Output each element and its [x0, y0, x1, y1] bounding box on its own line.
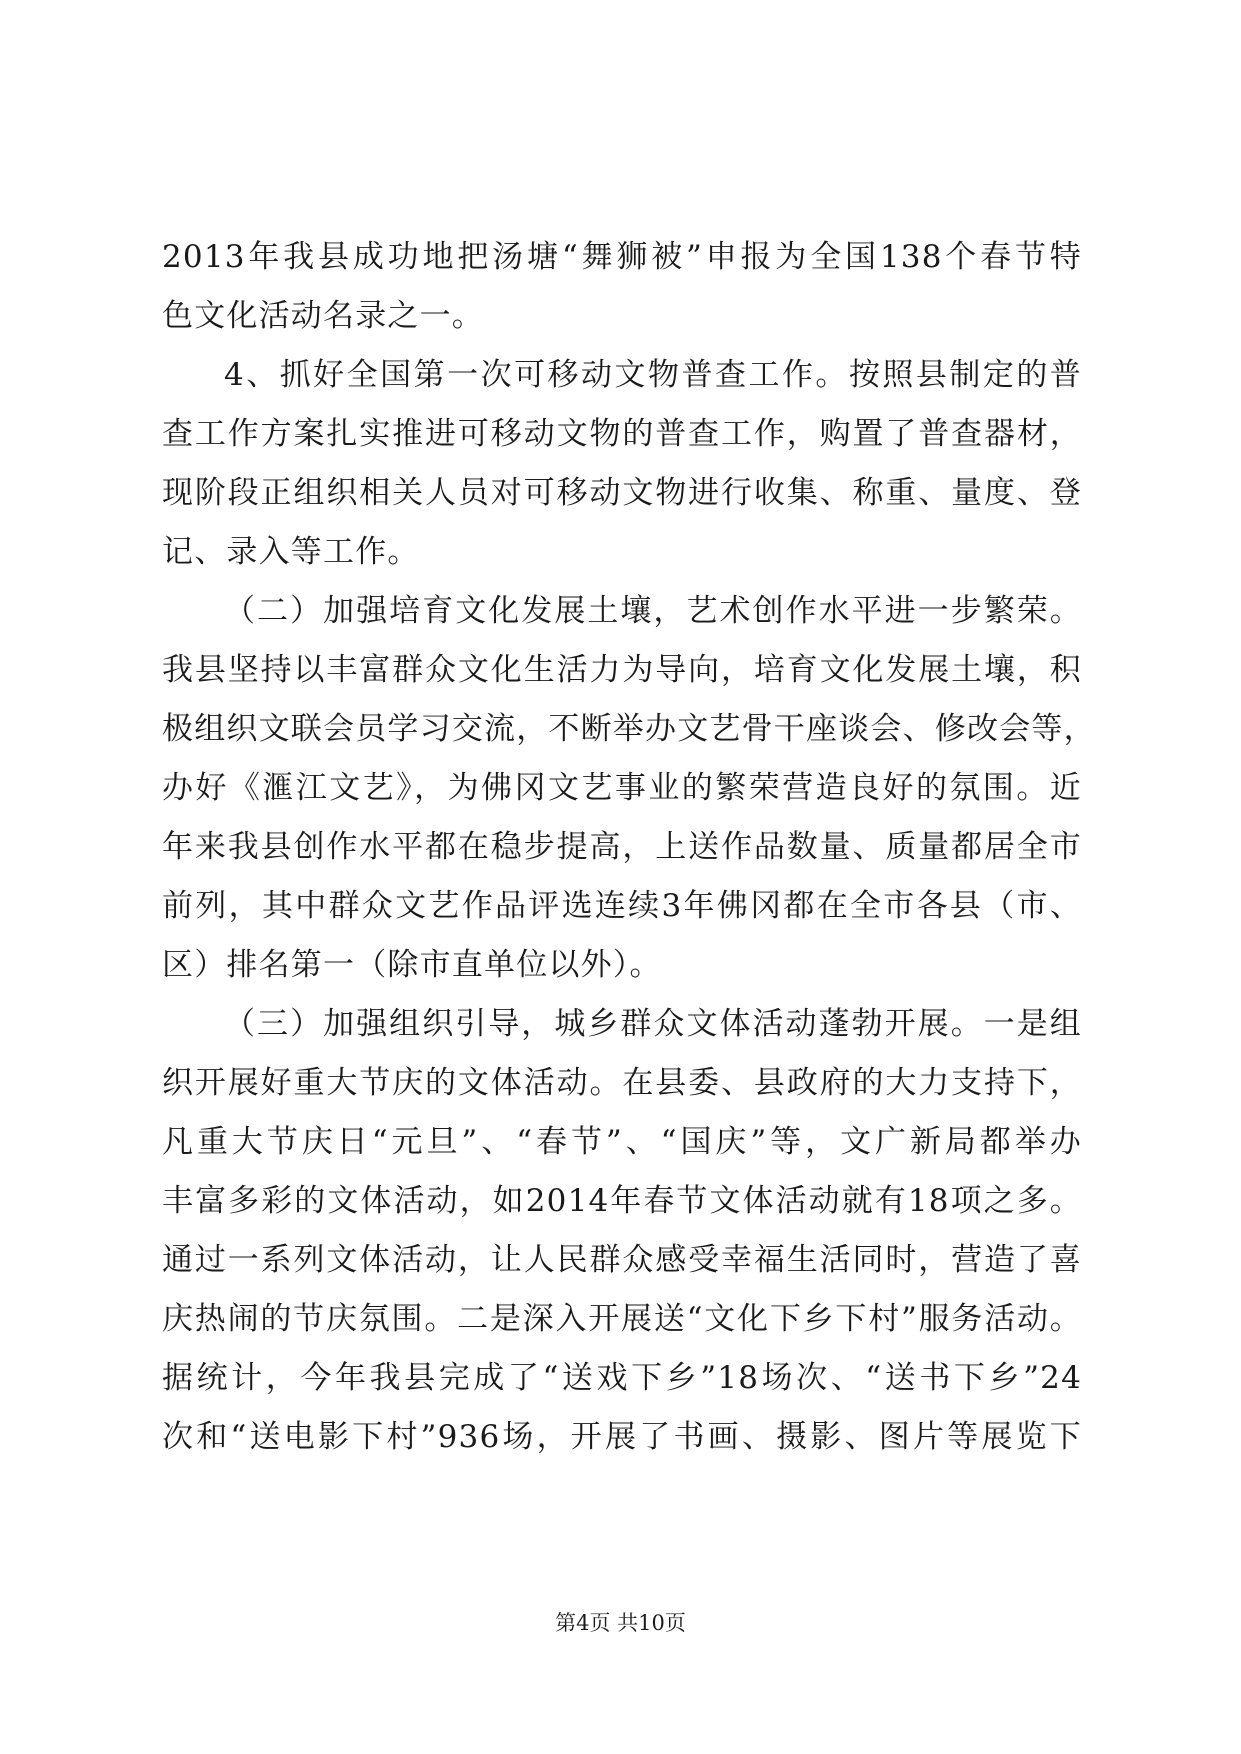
body-text-line: 2013年我县成功地把汤塘“舞狮被”申报为全国138个春节特 — [162, 239, 1082, 275]
body-text-line: 色文化活动名录之一。 — [162, 298, 484, 334]
body-text-line: 极组织文联会员学习交流，不断举办文艺骨干座谈会、修改会等， — [162, 711, 1096, 747]
body-text-line: 查工作方案扎实推进可移动文物的普查工作，购置了普查器材， — [162, 416, 1082, 452]
body-text-line: 凡重大节庆日“元旦”、“春节”、“国庆”等，文广新局都举办 — [162, 1124, 1082, 1160]
page-footer: 第4页 共10页 — [555, 1611, 686, 1635]
body-text-line: 前列，其中群众文艺作品评选连续3年佛冈都在全市各县（市、 — [162, 888, 1082, 924]
body-text-line: 现阶段正组织相关人员对可移动文物进行收集、称重、量度、登 — [162, 475, 1082, 511]
body-text-line: 据统计，今年我县完成了“送戏下乡”18场次、“送书下乡”24 — [162, 1360, 1082, 1396]
body-text-line: 次和“送电影下村”936场，开展了书画、摄影、图片等展览下 — [162, 1419, 1082, 1455]
body-text-line: 通过一系列文体活动，让人民群众感受幸福生活同时，营造了喜 — [162, 1242, 1082, 1278]
body-text-line: 年来我县创作水平都在稳步提高，上送作品数量、质量都居全市 — [162, 829, 1082, 865]
body-text-line: （二）加强培育文化发展土壤，艺术创作水平进一步繁荣。 — [224, 593, 1082, 629]
body-text-line: 办好《滙江文艺》，为佛冈文艺事业的繁荣营造良好的氛围。近 — [162, 770, 1082, 806]
body-text-line: 4、抓好全国第一次可移动文物普查工作。按照县制定的普 — [224, 357, 1082, 393]
body-text-line: 区）排名第一（除市直单位以外）。 — [162, 947, 662, 983]
body-text-line: 我县坚持以丰富群众文化生活力为导向，培育文化发展土壤，积 — [162, 652, 1082, 688]
body-text-line: 记、录入等工作。 — [162, 534, 420, 570]
body-text-line: 织开展好重大节庆的文体活动。在县委、县政府的大力支持下， — [162, 1065, 1082, 1101]
body-text-line: 庆热闹的节庆氛围。二是深入开展送“文化下乡下村”服务活动。 — [162, 1301, 1082, 1337]
body-text-line: 丰富多彩的文体活动，如2014年春节文体活动就有18项之多。 — [162, 1183, 1082, 1219]
body-text-line: （三）加强组织引导，城乡群众文体活动蓬勃开展。一是组 — [224, 1006, 1082, 1042]
document-body — [162, 228, 1096, 1467]
